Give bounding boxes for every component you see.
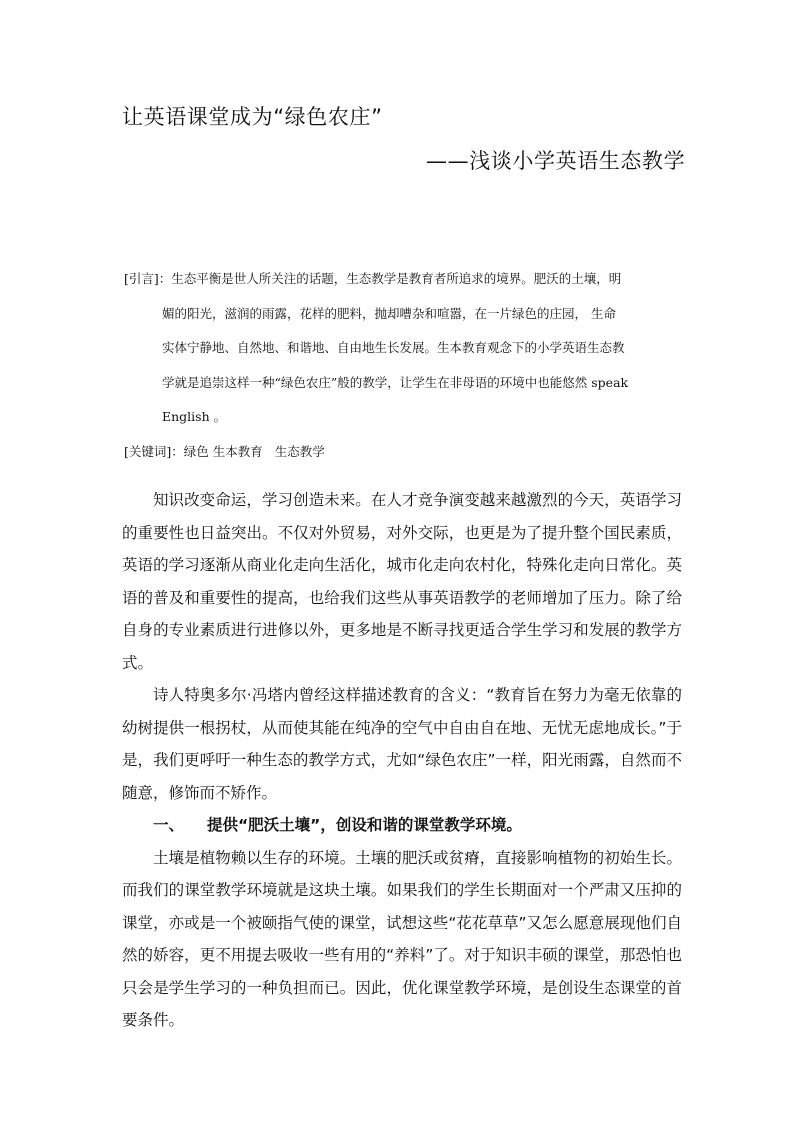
keyword: 绿色 生本教育 [183,444,263,459]
abstract-label: [引言]： [124,271,172,286]
section-number: 一、 [153,816,185,834]
body-paragraph: 土壤是植物赖以生存的环境。土壤的肥沃或贫瘠，直接影响植物的初始生长。而我们的课堂教学环境就是这块土壤。如果我们的学生长期面对一个严肃又压抑的课堂，亦或是一个被颐指气使的课堂，试想这些“花花草草”又怎么愿意展现他们自然的娇容，更不用提去吸收一些有用的“养料”了。对于知识丰硕的课堂，那恐怕也只会是学生学习的一种负担而已。因此，优化课堂教学环境，是创设生态课堂的首要条件。 [122,848,682,1029]
keyword: 生态教学 [274,444,325,459]
body-paragraph: 诗人特奥多尔·冯塔内曾经这样描述教育的含义：“教育旨在努力为毫无依靠的幼树提供一根拐杖，从而使其能在纯净的空气中自由自在地、无忧无虑地成长。”于是，我们更呼吁一种生态的教学方式，尤如“绿色农庄”一样，阳光雨露，自然而不随意，修饰而不矫作。 [122,686,682,802]
keywords-label: [关键词]： [124,444,184,459]
section-heading-text: 提供“肥沃土壤”，创设和谐的课堂教学环境。 [207,816,522,834]
abstract-line: English 。 [162,409,227,424]
abstract-text: 生态平衡是世人所关注的话题，生态教学是教育者所追求的境界。肥沃的土壤，明 [171,271,622,286]
article-subtitle: ——浅谈小学英语生态教学 [426,149,686,173]
body-paragraph: 知识改变命运，学习创造未来。在人才竞争演变越来越激烈的今天，英语学习的重要性也日益突出。不仅对外贸易，对外交际，也更是为了提升整个国民素质，英语的学习逐渐从商业化走向生活化，城市化走向农村化，特殊化走向日常化。英语的普及和重要性的提高，也给我们这些从事英语教学的老师增加了压力。除了给自身的专业素质进行进修以外，更多地是不断寻找更适合学生学习和发展的教学方式。 [122,491,682,672]
section-heading [122,809,682,842]
keywords [124,442,325,460]
article-body [122,484,682,1037]
abstract-line: 媚的阳光，滋润的雨露，花样的肥料，抛却嘈杂和喧嚣，在一片绿色的庄园， 生命 [162,305,616,321]
article-title: 让英语课堂成为“绿色农庄” [122,105,383,129]
abstract-line: 实体宁静地、自然地、和谐地、自由地生长发展。生本教育观念下的小学英语生态教 [162,340,625,355]
abstract-line: 学就是追崇这样一种“绿色农庄”般的教学，让学生在非母语的环境中也能悠然 speak [162,374,629,390]
abstract-line [124,262,690,297]
abstract [124,262,690,435]
